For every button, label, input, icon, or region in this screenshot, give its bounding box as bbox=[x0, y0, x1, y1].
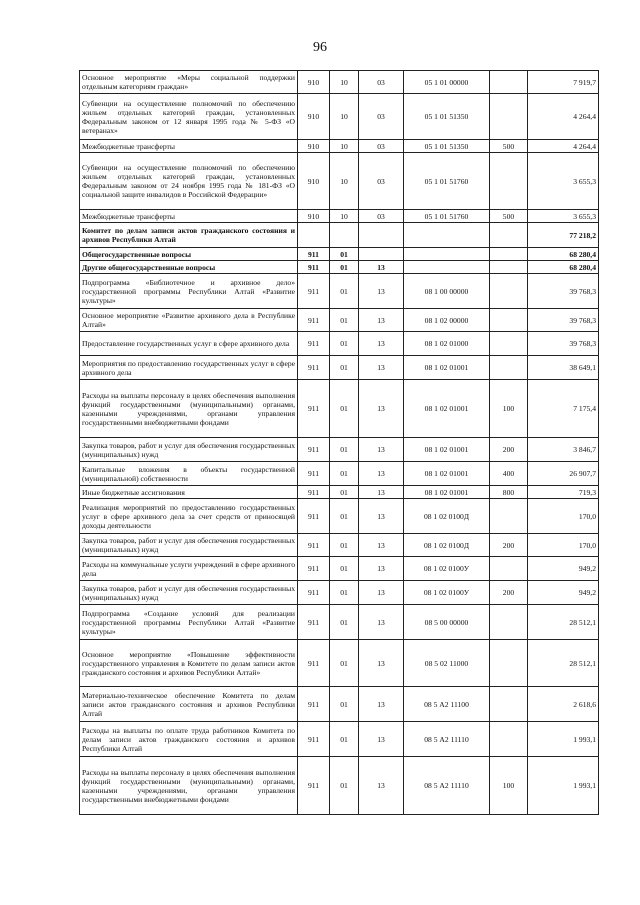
section-code-cell: 01 bbox=[330, 757, 359, 815]
table-row bbox=[80, 605, 599, 640]
expense-type-cell: 200 bbox=[490, 581, 528, 605]
section-code-cell: 01 bbox=[330, 534, 359, 557]
target-article-cell: 08 1 02 01001 bbox=[404, 462, 490, 486]
section-code-cell: 01 bbox=[330, 261, 359, 274]
row-name-cell: Закупка товаров, работ и услуг для обеспечения государственных (муниципальных) нужд bbox=[80, 581, 298, 605]
expense-type-cell: 200 bbox=[490, 438, 528, 462]
target-article-cell bbox=[404, 223, 490, 248]
budget-table bbox=[79, 70, 599, 815]
row-name-cell: Реализация мероприятий по предоставлению государственных услуг в сфере архивного дела за счет средств от приносящей доходы деятельности bbox=[80, 499, 298, 534]
row-name-cell: Предоставление государственных услуг в сфере архивного дела bbox=[80, 332, 298, 356]
expense-type-cell: 800 bbox=[490, 486, 528, 499]
row-name-cell: Другие общегосударственные вопросы bbox=[80, 261, 298, 274]
ministry-code-cell: 911 bbox=[298, 438, 330, 462]
ministry-code-cell: 911 bbox=[298, 248, 330, 261]
row-name-cell: Материально-техническое обеспечение Комитета по делам записи актов гражданского состояния и архивов Республики Алтай bbox=[80, 687, 298, 722]
expense-type-cell bbox=[490, 499, 528, 534]
row-name-cell: Подпрограмма «Библиотечное и архивное дело» государственной программы Республики Алтай «Развитие культуры» bbox=[80, 274, 298, 309]
ministry-code-cell: 911 bbox=[298, 309, 330, 332]
table-row bbox=[80, 462, 599, 486]
target-article-cell bbox=[404, 248, 490, 261]
section-code-cell: 10 bbox=[330, 210, 359, 223]
row-name-cell: Расходы на коммунальные услуги учреждений в сфере архивного дела bbox=[80, 557, 298, 581]
expense-type-cell: 500 bbox=[490, 140, 528, 153]
target-article-cell: 05 1 01 51350 bbox=[404, 140, 490, 153]
table-row bbox=[80, 581, 599, 605]
subsection-code-cell: 13 bbox=[359, 557, 404, 581]
section-code-cell: 01 bbox=[330, 557, 359, 581]
amount-cell: 39 768,3 bbox=[528, 332, 599, 356]
ministry-code-cell: 911 bbox=[298, 722, 330, 757]
section-code-cell: 01 bbox=[330, 605, 359, 640]
expense-type-cell bbox=[490, 248, 528, 261]
table-row bbox=[80, 757, 599, 815]
section-code-cell: 01 bbox=[330, 380, 359, 438]
section-code-cell bbox=[330, 223, 359, 248]
amount-cell: 719,3 bbox=[528, 486, 599, 499]
ministry-code-cell: 911 bbox=[298, 274, 330, 309]
target-article-cell: 08 1 02 01000 bbox=[404, 332, 490, 356]
target-article-cell: 05 1 01 00000 bbox=[404, 71, 490, 94]
table-row bbox=[80, 534, 599, 557]
target-article-cell: 08 5 00 00000 bbox=[404, 605, 490, 640]
section-code-cell: 10 bbox=[330, 153, 359, 210]
ministry-code-cell: 911 bbox=[298, 557, 330, 581]
expense-type-cell: 100 bbox=[490, 757, 528, 815]
amount-cell: 949,2 bbox=[528, 581, 599, 605]
target-article-cell: 08 5 02 11000 bbox=[404, 640, 490, 687]
target-article-cell: 08 1 00 00000 bbox=[404, 274, 490, 309]
amount-cell: 4 264,4 bbox=[528, 140, 599, 153]
ministry-code-cell: 910 bbox=[298, 71, 330, 94]
amount-cell: 28 512,1 bbox=[528, 640, 599, 687]
row-name-cell: Расходы на выплаты персоналу в целях обеспечения выполнения функций государственными (муниципальными) органами, казенными учреждениями, органами управления государственными внебюджетными фондами bbox=[80, 757, 298, 815]
expense-type-cell: 500 bbox=[490, 210, 528, 223]
subsection-code-cell: 13 bbox=[359, 640, 404, 687]
subsection-code-cell: 13 bbox=[359, 274, 404, 309]
subsection-code-cell: 13 bbox=[359, 687, 404, 722]
amount-cell: 3 655,3 bbox=[528, 153, 599, 210]
amount-cell: 77 218,2 bbox=[528, 223, 599, 248]
amount-cell: 28 512,1 bbox=[528, 605, 599, 640]
ministry-code-cell: 910 bbox=[298, 153, 330, 210]
row-name-cell: Межбюджетные трансферты bbox=[80, 140, 298, 153]
table-row bbox=[80, 499, 599, 534]
row-name-cell: Субвенции на осуществление полномочий по обеспечению жильем отдельных категорий граждан, установленных Федеральным законом от 12 января 1995 года № 5-ФЗ «О ветеранах» bbox=[80, 94, 298, 140]
row-name-cell: Основное мероприятие «Развитие архивного дела в Республике Алтай» bbox=[80, 309, 298, 332]
table-row bbox=[80, 261, 599, 274]
target-article-cell: 08 1 02 0100Д bbox=[404, 534, 490, 557]
subsection-code-cell: 13 bbox=[359, 534, 404, 557]
amount-cell: 7 919,7 bbox=[528, 71, 599, 94]
table-row bbox=[80, 557, 599, 581]
section-code-cell: 01 bbox=[330, 309, 359, 332]
target-article-cell: 05 1 01 51760 bbox=[404, 153, 490, 210]
ministry-code-cell: 911 bbox=[298, 605, 330, 640]
section-code-cell: 01 bbox=[330, 581, 359, 605]
table-row bbox=[80, 356, 599, 380]
target-article-cell: 08 1 02 00000 bbox=[404, 309, 490, 332]
subsection-code-cell: 13 bbox=[359, 462, 404, 486]
expense-type-cell bbox=[490, 356, 528, 380]
amount-cell: 3 655,3 bbox=[528, 210, 599, 223]
expense-type-cell: 400 bbox=[490, 462, 528, 486]
table-row bbox=[80, 140, 599, 153]
expense-type-cell bbox=[490, 640, 528, 687]
amount-cell: 7 175,4 bbox=[528, 380, 599, 438]
table-row bbox=[80, 274, 599, 309]
amount-cell: 39 768,3 bbox=[528, 274, 599, 309]
ministry-code-cell: 910 bbox=[298, 94, 330, 140]
page-number: 96 bbox=[313, 40, 327, 55]
subsection-code-cell: 03 bbox=[359, 71, 404, 94]
expense-type-cell bbox=[490, 71, 528, 94]
target-article-cell: 05 1 01 51350 bbox=[404, 94, 490, 140]
expense-type-cell: 100 bbox=[490, 380, 528, 438]
table-row bbox=[80, 248, 599, 261]
expense-type-cell bbox=[490, 261, 528, 274]
ministry-code-cell: 911 bbox=[298, 687, 330, 722]
subsection-code-cell bbox=[359, 223, 404, 248]
amount-cell: 949,2 bbox=[528, 557, 599, 581]
subsection-code-cell: 13 bbox=[359, 581, 404, 605]
budget-table-body bbox=[80, 71, 599, 815]
ministry-code-cell: 911 bbox=[298, 261, 330, 274]
section-code-cell: 10 bbox=[330, 94, 359, 140]
section-code-cell: 01 bbox=[330, 640, 359, 687]
subsection-code-cell: 03 bbox=[359, 153, 404, 210]
table-row bbox=[80, 94, 599, 140]
table-row bbox=[80, 71, 599, 94]
table-row bbox=[80, 309, 599, 332]
section-code-cell: 01 bbox=[330, 462, 359, 486]
row-name-cell: Закупка товаров, работ и услуг для обеспечения государственных (муниципальных) нужд bbox=[80, 438, 298, 462]
table-row bbox=[80, 380, 599, 438]
amount-cell: 68 280,4 bbox=[528, 248, 599, 261]
subsection-code-cell bbox=[359, 248, 404, 261]
amount-cell: 68 280,4 bbox=[528, 261, 599, 274]
amount-cell: 4 264,4 bbox=[528, 94, 599, 140]
ministry-code-cell: 911 bbox=[298, 462, 330, 486]
amount-cell: 3 846,7 bbox=[528, 438, 599, 462]
amount-cell: 1 993,1 bbox=[528, 722, 599, 757]
section-code-cell: 10 bbox=[330, 71, 359, 94]
row-name-cell: Субвенции на осуществление полномочий по обеспечению жильем отдельных категорий граждан, установленных Федеральным законом от 24 ноября 1995 года № 181-ФЗ «О социальной защите инвалидов в Российской Федерации» bbox=[80, 153, 298, 210]
section-code-cell: 01 bbox=[330, 332, 359, 356]
row-name-cell: Расходы на выплаты персоналу в целях обеспечения выполнения функций государственными (муниципальными) органами, казенными учреждениями, органами управления государственными внебюджетными фондами bbox=[80, 380, 298, 438]
target-article-cell: 08 1 02 0100У bbox=[404, 581, 490, 605]
expense-type-cell bbox=[490, 722, 528, 757]
subsection-code-cell: 13 bbox=[359, 332, 404, 356]
expense-type-cell bbox=[490, 223, 528, 248]
amount-cell: 2 618,6 bbox=[528, 687, 599, 722]
target-article-cell: 08 1 02 01001 bbox=[404, 486, 490, 499]
target-article-cell: 05 1 01 51760 bbox=[404, 210, 490, 223]
row-name-cell: Основное мероприятие «Повышение эффективности государственного управления в Комитете по делам записи актов гражданского состояния и архивов Республики Алтай» bbox=[80, 640, 298, 687]
subsection-code-cell: 13 bbox=[359, 261, 404, 274]
table-row bbox=[80, 438, 599, 462]
ministry-code-cell: 911 bbox=[298, 499, 330, 534]
target-article-cell bbox=[404, 261, 490, 274]
section-code-cell: 01 bbox=[330, 438, 359, 462]
section-code-cell: 01 bbox=[330, 486, 359, 499]
ministry-code-cell bbox=[298, 223, 330, 248]
target-article-cell: 08 5 А2 11110 bbox=[404, 757, 490, 815]
ministry-code-cell: 911 bbox=[298, 581, 330, 605]
section-code-cell: 01 bbox=[330, 356, 359, 380]
target-article-cell: 08 5 А2 11110 bbox=[404, 722, 490, 757]
subsection-code-cell: 13 bbox=[359, 438, 404, 462]
row-name-cell: Мероприятия по предоставлению государственных услуг в сфере архивного дела bbox=[80, 356, 298, 380]
subsection-code-cell: 13 bbox=[359, 486, 404, 499]
subsection-code-cell: 13 bbox=[359, 757, 404, 815]
expense-type-cell bbox=[490, 309, 528, 332]
subsection-code-cell: 13 bbox=[359, 499, 404, 534]
row-name-cell: Общегосударственные вопросы bbox=[80, 248, 298, 261]
row-name-cell: Капитальные вложения в объекты государственной (муниципальной) собственности bbox=[80, 462, 298, 486]
row-name-cell: Комитет по делам записи актов гражданского состояния и архивов Республики Алтай bbox=[80, 223, 298, 248]
expense-type-cell bbox=[490, 605, 528, 640]
target-article-cell: 08 1 02 0100Д bbox=[404, 499, 490, 534]
ministry-code-cell: 911 bbox=[298, 534, 330, 557]
subsection-code-cell: 13 bbox=[359, 722, 404, 757]
subsection-code-cell: 03 bbox=[359, 210, 404, 223]
expense-type-cell bbox=[490, 153, 528, 210]
section-code-cell: 01 bbox=[330, 499, 359, 534]
section-code-cell: 01 bbox=[330, 687, 359, 722]
amount-cell: 170,0 bbox=[528, 499, 599, 534]
amount-cell: 26 907,7 bbox=[528, 462, 599, 486]
table-row bbox=[80, 332, 599, 356]
ministry-code-cell: 911 bbox=[298, 640, 330, 687]
row-name-cell: Иные бюджетные ассигнования bbox=[80, 486, 298, 499]
expense-type-cell bbox=[490, 332, 528, 356]
expense-type-cell bbox=[490, 94, 528, 140]
expense-type-cell bbox=[490, 687, 528, 722]
expense-type-cell bbox=[490, 274, 528, 309]
table-row bbox=[80, 153, 599, 210]
subsection-code-cell: 03 bbox=[359, 140, 404, 153]
row-name-cell: Закупка товаров, работ и услуг для обеспечения государственных (муниципальных) нужд bbox=[80, 534, 298, 557]
section-code-cell: 01 bbox=[330, 274, 359, 309]
amount-cell: 38 649,1 bbox=[528, 356, 599, 380]
subsection-code-cell: 03 bbox=[359, 94, 404, 140]
table-row bbox=[80, 687, 599, 722]
section-code-cell: 01 bbox=[330, 248, 359, 261]
amount-cell: 39 768,3 bbox=[528, 309, 599, 332]
ministry-code-cell: 911 bbox=[298, 486, 330, 499]
table-row bbox=[80, 722, 599, 757]
section-code-cell: 10 bbox=[330, 140, 359, 153]
amount-cell: 1 993,1 bbox=[528, 757, 599, 815]
expense-type-cell: 200 bbox=[490, 534, 528, 557]
subsection-code-cell: 13 bbox=[359, 356, 404, 380]
target-article-cell: 08 5 А2 11100 bbox=[404, 687, 490, 722]
ministry-code-cell: 911 bbox=[298, 757, 330, 815]
ministry-code-cell: 910 bbox=[298, 210, 330, 223]
target-article-cell: 08 1 02 01001 bbox=[404, 356, 490, 380]
expense-type-cell bbox=[490, 557, 528, 581]
row-name-cell: Подпрограмма «Создание условий для реализации государственной программы Республики Алтай «Развитие культуры» bbox=[80, 605, 298, 640]
row-name-cell: Основное мероприятие «Меры социальной поддержки отдельным категориям граждан» bbox=[80, 71, 298, 94]
subsection-code-cell: 13 bbox=[359, 380, 404, 438]
amount-cell: 170,0 bbox=[528, 534, 599, 557]
table-row bbox=[80, 640, 599, 687]
ministry-code-cell: 911 bbox=[298, 380, 330, 438]
section-code-cell: 01 bbox=[330, 722, 359, 757]
ministry-code-cell: 911 bbox=[298, 332, 330, 356]
row-name-cell: Расходы на выплаты по оплате труда работников Комитета по делам записи актов гражданского состояния и архивов Республики Алтай bbox=[80, 722, 298, 757]
table-row bbox=[80, 486, 599, 499]
row-name-cell: Межбюджетные трансферты bbox=[80, 210, 298, 223]
target-article-cell: 08 1 02 01001 bbox=[404, 438, 490, 462]
table-row bbox=[80, 223, 599, 248]
subsection-code-cell: 13 bbox=[359, 309, 404, 332]
ministry-code-cell: 910 bbox=[298, 140, 330, 153]
target-article-cell: 08 1 02 01001 bbox=[404, 380, 490, 438]
table-row bbox=[80, 210, 599, 223]
subsection-code-cell: 13 bbox=[359, 605, 404, 640]
target-article-cell: 08 1 02 0100У bbox=[404, 557, 490, 581]
ministry-code-cell: 911 bbox=[298, 356, 330, 380]
